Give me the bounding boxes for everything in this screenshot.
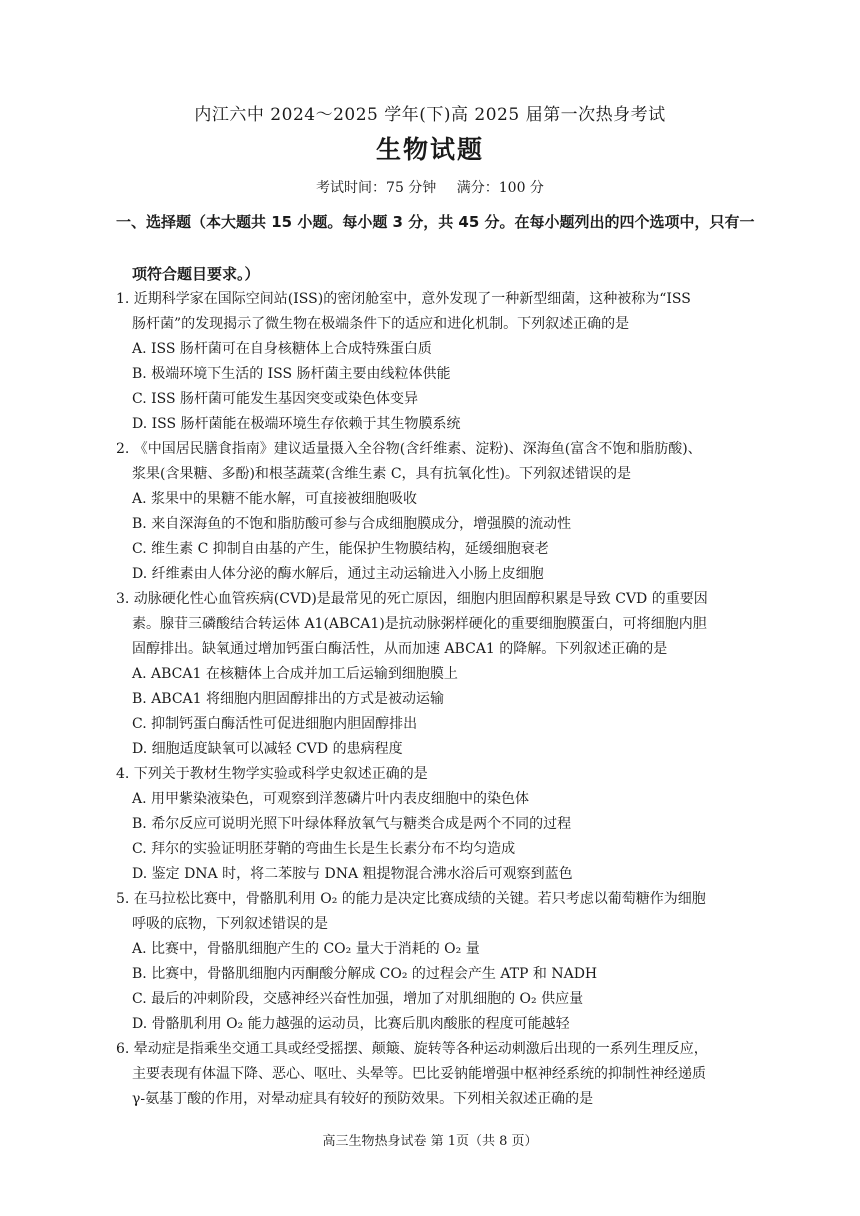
question-1-option-c: C. ISS 肠杆菌可能发生基因突变或染色体变异 [132, 391, 419, 407]
question-2-stem-line-2: 浆果(含果糖、多酚)和根茎蔬菜(含维生素 C，具有抗氧化性)。下列叙述错误的是 [132, 466, 632, 482]
question-1-stem-line-1: 1. 近期科学家在国际空间站(ISS)的密闭舱室中，意外发现了一种新型细菌，这种被称为“ISS [116, 291, 691, 307]
question-6-stem-line-2: 主要表现有体温下降、恶心、呕吐、头晕等。巴比妥钠能增强中枢神经系统的抑制性神经递质 [132, 1066, 706, 1082]
question-3-stem-line-1: 3. 动脉硬化性心血管疾病(CVD)是最常见的死亡原因，细胞内胆固醇积累是导致 CVD 的重要因 [116, 591, 708, 607]
question-1-option-a: A. ISS 肠杆菌可在自身核糖体上合成特殊蛋白质 [132, 341, 432, 357]
question-4-option-d: D. 鉴定 DNA 时，将二苯胺与 DNA 粗提物混合沸水浴后可观察到蓝色 [132, 866, 573, 882]
question-3-option-c: C. 抑制钙蛋白酶活性可促进细胞内胆固醇排出 [132, 716, 418, 732]
question-4-option-a: A. 用甲紫染液染色，可观察到洋葱磷片叶内表皮细胞中的染色体 [132, 791, 530, 807]
question-3-stem-line-3: 固醇排出。缺氧通过增加钙蛋白酶活性，从而加速 ABCA1 的降解。下列叙述正确的是 [132, 641, 668, 657]
question-2-option-a: A. 浆果中的果糖不能水解，可直接被细胞吸收 [132, 491, 418, 507]
section-heading: 一、选择题（本大题共 15 小题。每小题 3 分，共 45 分。在每小题列出的四个选项中，只有一 [116, 213, 755, 231]
section-heading-continued: 项符合题目要求。） [132, 265, 260, 283]
question-5-stem-line-2: 呼吸的底物，下列叙述错误的是 [132, 916, 328, 932]
exam-time: 考试时间：75 分钟 [316, 180, 437, 196]
subject-title: 生物试题 [375, 135, 484, 164]
question-5-option-a: A. 比赛中，骨骼肌细胞产生的 CO₂ 量大于消耗的 O₂ 量 [132, 941, 480, 957]
question-4-option-c: C. 拜尔的实验证明胚芽鞘的弯曲生长是生长素分布不均匀造成 [132, 841, 516, 857]
question-2-option-b: B. 来自深海鱼的不饱和脂肪酸可参与合成细胞膜成分，增强膜的流动性 [132, 516, 572, 532]
question-1-option-b: B. 极端环境下生活的 ISS 肠杆菌主要由线粒体供能 [132, 366, 451, 382]
question-6-stem-line-3: γ-氨基丁酸的作用，对晕动症具有较好的预防效果。下列相关叙述正确的是 [132, 1091, 594, 1107]
question-4-stem-line-1: 4. 下列关于教材生物学实验或科学史叙述正确的是 [116, 766, 428, 782]
question-3-option-b: B. ABCA1 将细胞内胆固醇排出的方式是被动运输 [132, 691, 445, 707]
question-5-option-d: D. 骨骼肌利用 O₂ 能力越强的运动员，比赛后肌肉酸胀的程度可能越轻 [132, 1016, 570, 1032]
question-2-option-c: C. 维生素 C 抑制自由基的产生，能保护生物膜结构，延缓细胞衰老 [132, 541, 549, 557]
exam-info [0, 177, 860, 197]
question-1-stem-line-2: 肠杆菌”的发现揭示了微生物在极端条件下的适应和进化机制。下列叙述正确的是 [132, 316, 630, 332]
question-3-stem-line-2: 素。腺苷三磷酸结合转运体 A1(ABCA1)是抗动脉粥样硬化的重要细胞膜蛋白，可将细胞内胆 [132, 616, 707, 632]
question-5-option-b: B. 比赛中，骨骼肌细胞内丙酮酸分解成 CO₂ 的过程会产生 ATP 和 NADH [132, 966, 598, 982]
question-3-option-d: D. 细胞适度缺氧可以减轻 CVD 的患病程度 [132, 741, 403, 757]
question-2-stem-line-1: 2. 《中国居民膳食指南》建议适量摄入全谷物(含纤维素、淀粉)、深海鱼(富含不饱和脂肪酸)、 [116, 441, 702, 457]
page-footer: 高三生物热身试卷 第 1页（共 8 页） [322, 1134, 538, 1149]
school-title: 内江六中 2024～2025 学年(下)高 2025 届第一次热身考试 [194, 105, 666, 125]
question-4-option-b: B. 希尔反应可说明光照下叶绿体释放氧气与糖类合成是两个不同的过程 [132, 816, 572, 832]
question-2-option-d: D. 纤维素由人体分泌的酶水解后，通过主动运输进入小肠上皮细胞 [132, 566, 544, 582]
question-5-option-c: C. 最后的冲刺阶段，交感神经兴奋性加强，增加了对肌细胞的 O₂ 供应量 [132, 991, 584, 1007]
question-1-option-d: D. ISS 肠杆菌能在极端环境生存依赖于其生物膜系统 [132, 416, 461, 432]
question-5-stem-line-1: 5. 在马拉松比赛中，骨骼肌利用 O₂ 的能力是决定比赛成绩的关键。若只考虑以葡萄糖作为细胞 [116, 891, 706, 907]
full-score: 满分：100 分 [456, 180, 544, 196]
question-6-stem-line-1: 6. 晕动症是指乘坐交通工具或经受摇摆、颠簸、旋转等各种运动刺激后出现的一系列生理反应， [116, 1041, 708, 1057]
question-3-option-a: A. ABCA1 在核糖体上合成并加工后运输到细胞膜上 [132, 666, 458, 682]
